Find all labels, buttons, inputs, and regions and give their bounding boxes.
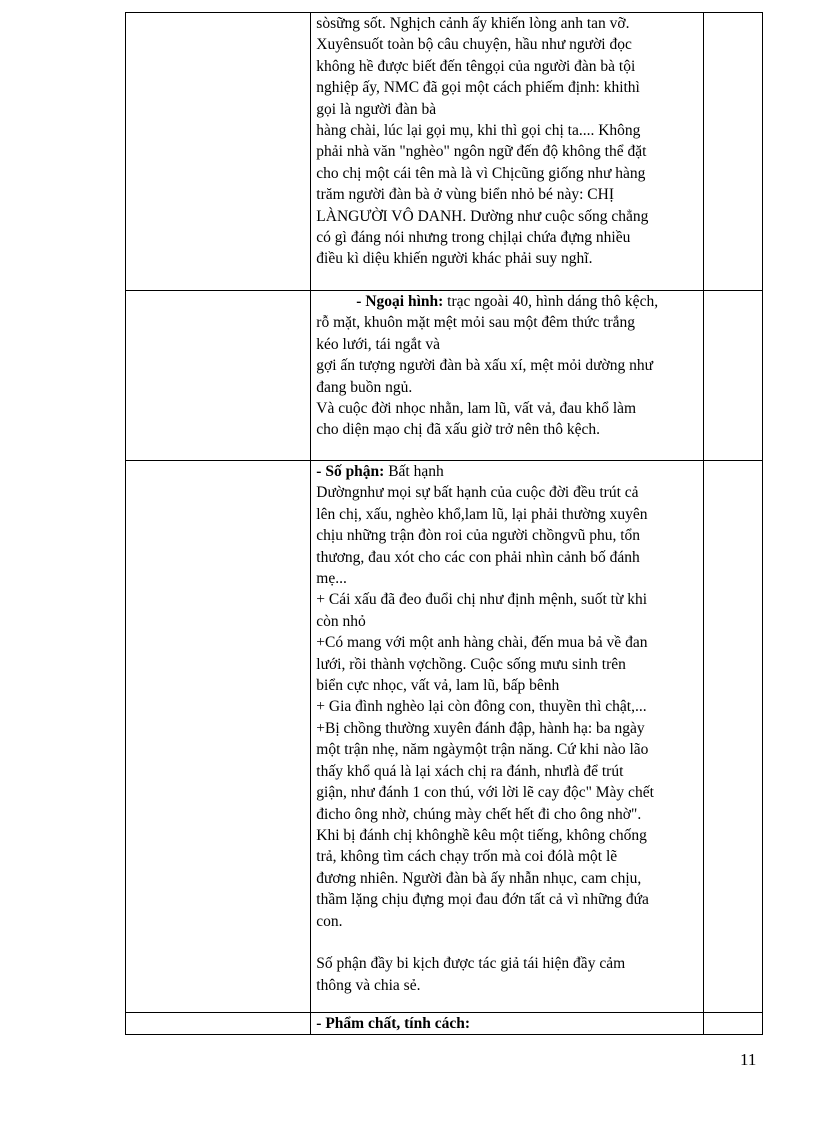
page-number: 11 <box>740 1050 757 1069</box>
table-row <box>126 291 763 461</box>
content-cell <box>311 13 704 291</box>
right-cell <box>703 1013 762 1035</box>
text-line: trăm người đàn bà ở vùng biển nhỏ bé này: CHỊ <box>316 186 614 204</box>
paragraph-name-analysis <box>311 13 703 270</box>
text-line: một trận nhẹ, năm ngàymột trận năng. Cứ khi nào lão <box>316 741 649 759</box>
text-line: trả, không tìm cách chạy trốn mà coi đólà một lẽ <box>316 848 618 866</box>
text-line: không hề được biết đến têngọi của người đàn bà tội <box>316 57 636 75</box>
text-line: gợi ấn tượng người đàn bà xấu xí, mệt mỏi dường như <box>316 357 654 375</box>
paragraph-character <box>311 1013 703 1034</box>
text-line: hàng chài, lúc lại gọi mụ, khi thì gọi chị ta.... Không <box>316 122 641 140</box>
left-cell <box>126 13 311 291</box>
text-line: đicho ông nhờ, chúng mày chết hết đi cho ông nhờ". <box>316 805 642 823</box>
paragraph-appearance <box>311 291 703 441</box>
content-cell <box>311 1013 704 1035</box>
text-line: LÀNGƯỜI VÔ DANH. Dường như cuộc sống chẳng <box>316 207 649 225</box>
text-line: thấy khổ quá là lại xách chị ra đánh, nhưlà để trút <box>316 762 624 780</box>
left-cell <box>126 461 311 1013</box>
text-line: điều kì diệu khiến người khác phải suy nghĩ. <box>316 250 593 268</box>
content-cell <box>311 461 704 1013</box>
text-line: + Gia đình nghèo lại còn đông con, thuyền thì chật,... <box>316 698 647 716</box>
heading-line <box>316 291 697 312</box>
text-line: giận, như đánh 1 con thú, với lời lẽ cay độc" Mày chết <box>316 784 654 802</box>
heading-text: Bất hạnh <box>384 463 444 480</box>
text-line: đang buồn ngủ. <box>316 378 413 396</box>
text-line: thầm lặng chịu đựng mọi đau đớn tất cả vì những đứa <box>316 891 649 909</box>
text-line: gọi là người đàn bà <box>316 100 437 118</box>
text-line: Dườngnhư mọi sự bất hạnh của cuộc đời đều trút cả <box>316 484 639 502</box>
text-line: phải nhà văn "nghèo" ngôn ngữ đến độ không thể đặt <box>316 143 647 161</box>
table-row <box>126 13 763 291</box>
text-line: con. <box>316 912 343 930</box>
paragraph-fate <box>311 461 703 996</box>
table-row <box>126 1013 763 1035</box>
text-line: mẹ... <box>316 570 347 588</box>
text-line: +Có mang với một anh hàng chài, đến mua bả về đan <box>316 634 648 652</box>
text-line: đương nhiên. Người đàn bà ấy nhẫn nhục, cam chịu, <box>316 869 642 887</box>
text-line: Xuyênsuốt toàn bộ câu chuyện, hầu như người đọc <box>316 36 632 54</box>
section-heading: - Số phận: <box>316 463 385 480</box>
content-cell <box>311 291 704 461</box>
right-cell <box>703 461 762 1013</box>
text-line: lên chị, xấu, nghèo khổ,lam lũ, lại phải thường xuyên <box>316 505 648 523</box>
text-line: có gì đáng nói nhưng trong chịlại chứa đựng nhiều <box>316 229 631 247</box>
right-cell <box>703 13 762 291</box>
section-heading: - Ngoại hình: <box>356 293 444 310</box>
section-heading: - Phẩm chất, tính cách: <box>316 1015 470 1032</box>
text-line: lưới, rồi thành vợchồng. Cuộc sống mưu sinh trên <box>316 655 626 673</box>
paragraph-gap <box>316 932 697 953</box>
text-line: Số phận đầy bi kịch được tác giả tái hiện đầy cảm <box>316 955 626 973</box>
left-cell <box>126 1013 311 1035</box>
text-line: chịu những trận đòn roi của người chồngvũ phu, tổn <box>316 527 641 545</box>
text-line: kéo lưới, tái ngắt và <box>316 335 441 353</box>
right-cell <box>703 291 762 461</box>
text-line: Và cuộc đời nhọc nhằn, lam lũ, vất vả, đau khổ làm <box>316 400 637 418</box>
heading-line <box>316 1013 697 1034</box>
text-line: nghiệp ấy, NMC đã gọi một cách phiếm định: khithì <box>316 79 640 97</box>
text-line: +Bị chồng thường xuyên đánh đập, hành hạ: ba ngày <box>316 719 645 737</box>
text-line: thương, đau xót cho các con phải nhìn cảnh bố đánh <box>316 548 640 566</box>
text-line: + Cái xấu đã đeo đuổi chị như định mệnh, suốt từ khi <box>316 591 648 609</box>
left-cell <box>126 291 311 461</box>
content-table <box>125 12 763 1035</box>
text-line: cho chị một cái tên mà là vì Chịcũng giống như hàng <box>316 164 646 182</box>
text-line: sòsững sốt. Nghịch cảnh ấy khiến lòng anh tan vỡ. <box>316 15 630 32</box>
text-line: còn nhỏ <box>316 612 366 630</box>
heading-text: trạc ngoài 40, hình dáng thô kệch, <box>443 293 659 310</box>
heading-line <box>316 461 697 482</box>
text-line: cho diện mạo chị đã xấu giờ trở nên thô kệch. <box>316 421 600 439</box>
text-line: rỗ mặt, khuôn mặt mệt mỏi sau một đêm thức trắng <box>316 314 636 332</box>
table-row <box>126 461 763 1013</box>
text-line: biển cực nhọc, vất vả, lam lũ, bấp bênh <box>316 677 560 695</box>
text-line: thông và chia sẻ. <box>316 976 421 994</box>
text-line: Khi bị đánh chị khônghề kêu một tiếng, không chống <box>316 826 647 844</box>
